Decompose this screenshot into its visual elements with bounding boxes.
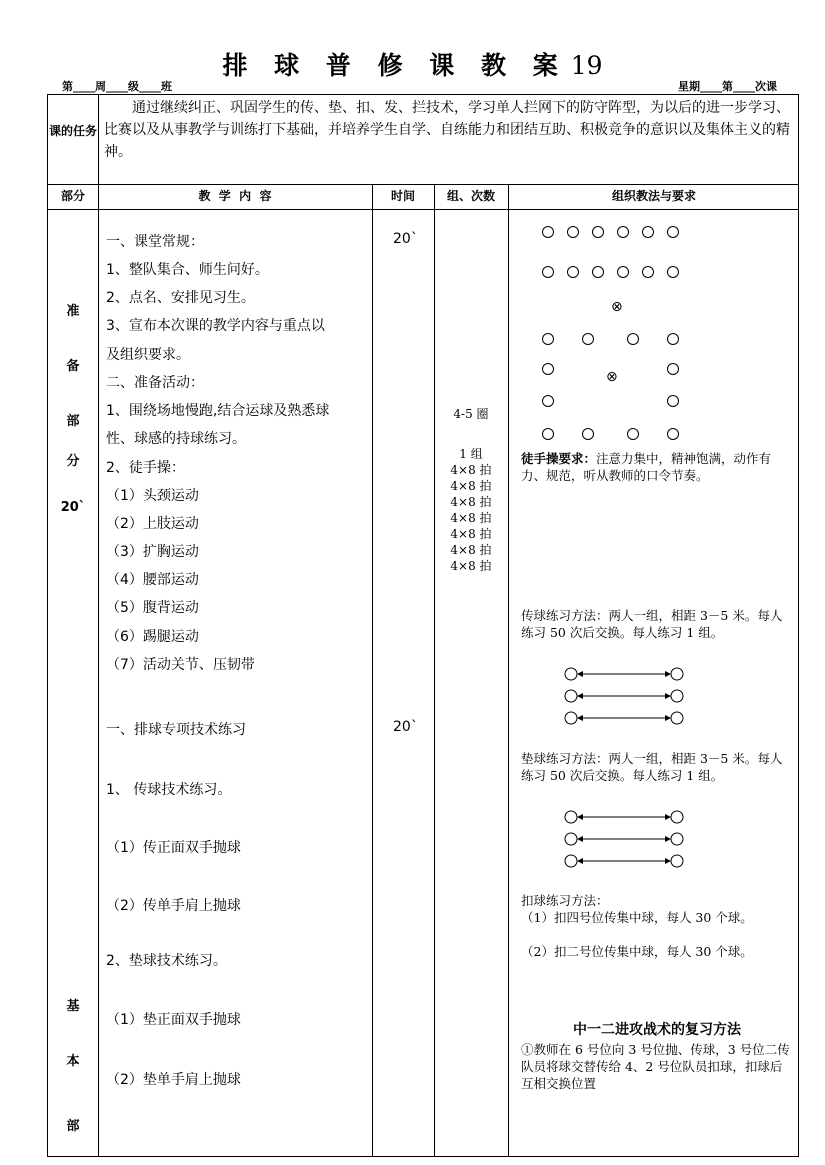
content-line: （1）垫正面双手抛球 [106, 1012, 241, 1028]
pair-right-marker [671, 833, 683, 845]
dig-pairs-diagram [563, 808, 693, 878]
time-value: 20` [393, 719, 418, 735]
content-line: 1、围绕场地慢跑,结合运球及熟悉球 [106, 403, 330, 419]
content-line: 及组织要求。 [106, 347, 190, 363]
content-line: 2、垫球技术练习。 [106, 953, 227, 969]
content-line: 3、宣布本次课的教学内容与重点以 [106, 318, 325, 334]
count-value: 4×8 拍 [450, 527, 492, 541]
pass-method-text: 传球练习方法：两人一组，相距 3－5 米。每人练习 50 次后交换。每人练习 1 组。 [521, 608, 783, 640]
lesson-plan-table [47, 94, 799, 1157]
basic-label-2: 本 [66, 1054, 80, 1069]
task-label: 课的任务 [48, 124, 97, 138]
weekday-lesson-line: 星期____第____次课 [678, 80, 777, 93]
student-marker [667, 266, 679, 278]
col-header-method: 组织教法与要求 [611, 189, 696, 203]
count-value: 4×8 拍 [450, 511, 492, 525]
student-marker [542, 363, 554, 375]
tactic-title: 中一二进攻战术的复习方法 [573, 1022, 741, 1038]
prep-label-1: 准 [66, 304, 80, 319]
count-value: 1 组 [459, 447, 483, 461]
student-marker [642, 266, 654, 278]
prep-label-duration: 20` [60, 500, 86, 515]
count-value: 4×8 拍 [450, 543, 492, 557]
student-marker [642, 226, 654, 238]
content-line: （6）踢腿运动 [106, 629, 199, 645]
col-divider [508, 184, 509, 1156]
count-value: 4-5 圈 [453, 407, 489, 421]
basic-label-3: 部 [66, 1119, 80, 1134]
content-line: （2）上肢运动 [106, 516, 199, 532]
student-marker [542, 266, 554, 278]
content-line: （1）传正面双手抛球 [106, 840, 241, 856]
content-line: 1、整队集合、师生问好。 [106, 262, 269, 278]
student-marker [627, 428, 639, 440]
student-marker [667, 395, 679, 407]
pair-right-marker [671, 690, 683, 702]
spike-method-1: （1）扣四号位传集中球，每人 30 个球。 [521, 910, 753, 925]
student-marker [542, 333, 554, 345]
prep-label-3: 部 [66, 414, 80, 429]
student-marker [667, 226, 679, 238]
content-line: 性、球感的持球练习。 [106, 431, 246, 447]
student-marker [567, 266, 579, 278]
task-text: 通过继续纠正、巩固学生的传、垫、扣、发、拦技术，学习单人拦网下的防守阵型，为以后的进一步学习、比赛以及从事教学与训练打下基础，并培养学生自学、自练能力和团结互助、积极竞争的意识以及集体主义的精神。 [104, 100, 790, 160]
spike-method-2: （2）扣二号位传集中球，每人 30 个球。 [521, 944, 753, 959]
student-marker [542, 395, 554, 407]
content-line: 2、点名、安排见习生。 [106, 290, 255, 306]
pair-right-marker [671, 668, 683, 680]
page-title [0, 46, 825, 82]
pair-right-marker [671, 811, 683, 823]
tactic-text: ①教师在 6 号位向 3 号位抛、传球，3 号位二传队员将球交替传给 4、2 号位队员扣球，扣球后互相交换位置 [521, 1042, 790, 1091]
student-marker [542, 428, 554, 440]
title-text: 排 球 普 修 课 教 案 [222, 51, 567, 80]
row-divider [48, 209, 798, 210]
count-value: 4×8 拍 [450, 479, 492, 493]
content-line: （2）垫单手肩上抛球 [106, 1072, 241, 1088]
student-marker [592, 266, 604, 278]
pair-left-marker [565, 690, 577, 702]
col-divider [434, 184, 435, 1156]
content-line: （5）腹背运动 [106, 600, 199, 616]
student-marker [592, 226, 604, 238]
content-line: （3）扩胸运动 [106, 544, 199, 560]
content-line: 一、课堂常规： [106, 234, 204, 250]
content-line: （1）头颈运动 [106, 488, 199, 504]
prep-label-2: 备 [66, 359, 80, 374]
content-line: 二、准备活动： [106, 375, 204, 391]
content-line: （2）传单手肩上抛球 [106, 898, 241, 914]
pair-left-marker [565, 668, 577, 680]
content-line: 一、排球专项技术练习 [106, 722, 246, 738]
count-value: 4×8 拍 [450, 495, 492, 509]
col-header-content: 教 学 内 容 [198, 189, 272, 203]
col-header-groups: 组、次数 [446, 189, 495, 203]
content-line: 2、徒手操： [106, 460, 185, 476]
col-header-time: 时间 [390, 189, 415, 203]
pair-left-marker [565, 712, 577, 724]
student-marker [627, 333, 639, 345]
pair-left-marker [565, 811, 577, 823]
col-divider [372, 184, 373, 1156]
count-value: 4×8 拍 [450, 463, 492, 477]
student-marker [567, 226, 579, 238]
student-marker [667, 363, 679, 375]
time-value: 20` [393, 231, 418, 247]
col-header-part: 部分 [60, 189, 85, 203]
col-divider [98, 95, 99, 1156]
pair-left-marker [565, 833, 577, 845]
spike-method-title: 扣球练习方法： [521, 893, 609, 908]
content-line: （7）活动关节、压韧带 [106, 657, 255, 673]
title-number: 19 [570, 51, 603, 80]
student-marker [667, 333, 679, 345]
pass-pairs-diagram [563, 665, 693, 735]
teacher-marker: ⊗ [611, 299, 623, 315]
student-marker [542, 226, 554, 238]
content-line: （4）腰部运动 [106, 572, 199, 588]
pair-right-marker [671, 712, 683, 724]
prep-label-4: 分 [66, 454, 80, 469]
exercise-requirement [521, 450, 793, 484]
student-marker [617, 266, 629, 278]
week-grade-class-line: 第____周____级____班 [62, 80, 172, 93]
count-value: 4×8 拍 [450, 559, 492, 573]
content-line: 1、 传球技术练习。 [106, 782, 232, 798]
exercise-requirement-text: 注意力集中，精神饱满，动作有力、规范，听从教师的口令节奏。 [521, 451, 772, 483]
pair-right-marker [671, 855, 683, 867]
basic-label-1: 基 [66, 999, 80, 1014]
teacher-marker: ⊗ [606, 369, 618, 385]
dig-method-text: 垫球练习方法：两人一组，相距 3－5 米。每人练习 50 次后交换。每人练习 1 组。 [521, 751, 783, 783]
pair-left-marker [565, 855, 577, 867]
student-marker [582, 428, 594, 440]
exercise-requirement-title: 徒手操要求： [521, 451, 597, 466]
student-marker [667, 428, 679, 440]
student-marker [582, 333, 594, 345]
student-marker [617, 226, 629, 238]
